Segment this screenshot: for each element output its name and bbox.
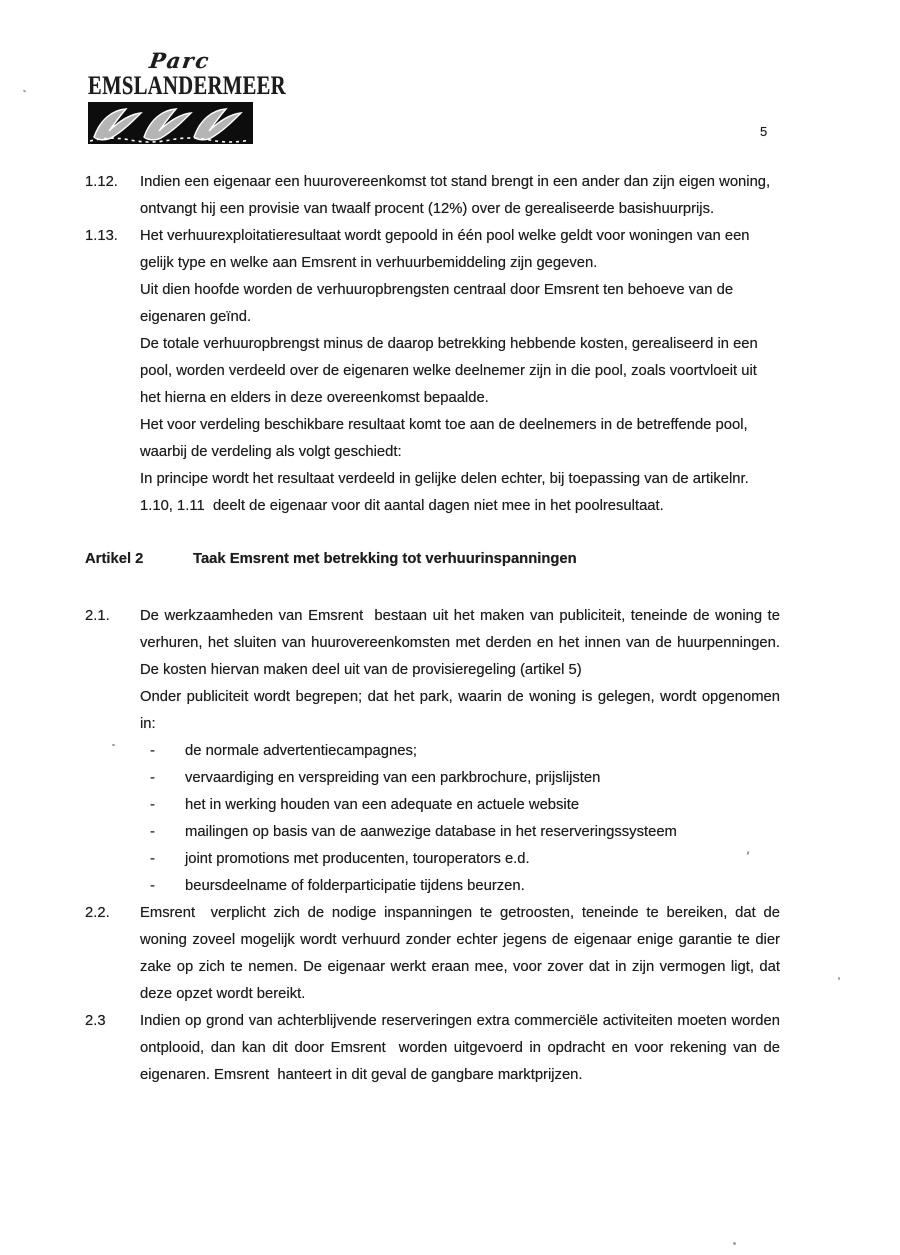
clause-paragraph: Indien een eigenaar een huurovereenkomst tot stand brengt in een ander dan zijn eigen woning, ontvangt hij een provisie van twaalf procent (12%) over de gerealiseerde basishuurprijs. [140,174,775,217]
list-item [140,738,780,765]
logo-script-text: Parc [147,48,213,73]
bullet-text: het in werking houden van een adequate en actuele website [185,797,580,813]
article-number: Artikel 2 [85,551,144,567]
publicity-bullet-list [140,738,780,900]
clause-2-1 [85,603,785,900]
clause-2-3 [85,1008,785,1089]
clause-1-12 [85,169,780,223]
bullet-text: vervaardiging en verspreiding van een parkbrochure, prijslijsten [185,770,601,786]
clause-paragraph: Het voor verdeling beschikbare resultaat komt toe aan de deelnemers in de betreffende pool, waarbij de verdeling als volgt geschiedt: [140,417,752,460]
list-item [140,765,780,792]
bullet-dash: - [150,851,155,867]
clause-number: 1.13. [85,228,118,244]
page-number: 5 [760,124,768,139]
list-item [140,873,780,900]
bullet-text: beursdeelname of folderparticipatie tijdens beurzen. [185,878,525,894]
scan-speck [112,744,115,746]
clause-number: 2.3 [85,1013,106,1029]
list-item [140,819,780,846]
logo-brand-text: EMSLANDERMEER [88,71,287,100]
clause-paragraph: Uit dien hoofde worden de verhuuropbrengsten centraal door Emsrent ten behoeve van de eigenaren geïnd. [140,282,738,325]
clause-2-2 [85,900,785,1008]
parc-emslandermeer-logo [88,48,287,144]
clause-paragraph: Emsrent verplicht zich de nodige inspanningen te getroosten, teneinde te bereiken, dat de woning zoveel mogelijk wordt verhuurd zonder echter jegens de eigenaar enige garantie te dier zake op zich te nemen. De eigenaar werkt eraan mee, voor zover dat in zijn vermogen ligt, dat deze opzet wordt bereikt. [140,905,785,1002]
clause-paragraph: De totale verhuuropbrengst minus de daarop betrekking hebbende kosten, gerealiseerd in een pool, worden verdeeld over de eigenaren welke deelnemer zijn in die pool, zoals voortvloeit uit het hierna en elders in deze overeenkomst bepaalde. [140,336,762,406]
clause-paragraph: De werkzaamheden van Emsrent bestaan uit het maken van publiciteit, teneinde de woning te verhuren, het sluiten van huurovereenkomsten met derden en het innen van de huurpenningen. De kosten hiervan maken deel uit van de provisieregeling (artikel 5) [140,608,785,678]
bullet-text: joint promotions met producenten, touroperators e.d. [185,851,530,867]
bullet-dash: - [150,797,155,813]
bullet-text: mailingen op basis van de aanwezige database in het reserveringssysteem [185,824,677,840]
clause-paragraph: In principe wordt het resultaat verdeeld in gelijke delen echter, bij toepassing van de artikelnr. 1.10, 1.11 deelt de eigenaar voor dit aantal dagen niet mee in het poolresultaat. [140,471,753,514]
scan-speck [733,1242,736,1245]
document-body [85,169,785,1089]
bullet-dash: - [150,743,155,759]
clause-number: 1.12. [85,174,118,190]
bullet-text: de normale advertentiecampagnes; [185,743,417,759]
scan-speck [23,89,27,92]
clause-paragraph: Onder publiciteit wordt begrepen; dat het park, waarin de woning is gelegen, wordt opgenomen in: [140,689,785,732]
clause-number: 2.1. [85,608,110,624]
clause-paragraph: Het verhuurexploitatieresultaat wordt gepoold in één pool welke geldt voor woningen van een gelijk type en welke aan Emsrent in verhuurbemiddeling zijn gegeven. [140,228,754,271]
scan-speck [838,977,840,980]
list-item [140,792,780,819]
bullet-dash: - [150,878,155,894]
article-title: Taak Emsrent met betrekking tot verhuurinspanningen [193,551,577,567]
bullet-dash: - [150,770,155,786]
clause-1-13 [85,223,780,520]
clause-number: 2.2. [85,905,110,921]
clause-paragraph: Indien op grond van achterblijvende reserveringen extra commerciële activiteiten moeten worden ontplooid, dan kan dit door Emsrent worden uitgevoerd in opdracht en voor rekening van de eigenaren. Emsrent hanteert in dit geval de gangbare marktprijzen. [140,1013,785,1083]
article-2-heading [85,546,780,573]
logo-wave-icon [88,102,253,144]
bullet-dash: - [150,824,155,840]
list-item [140,846,780,873]
